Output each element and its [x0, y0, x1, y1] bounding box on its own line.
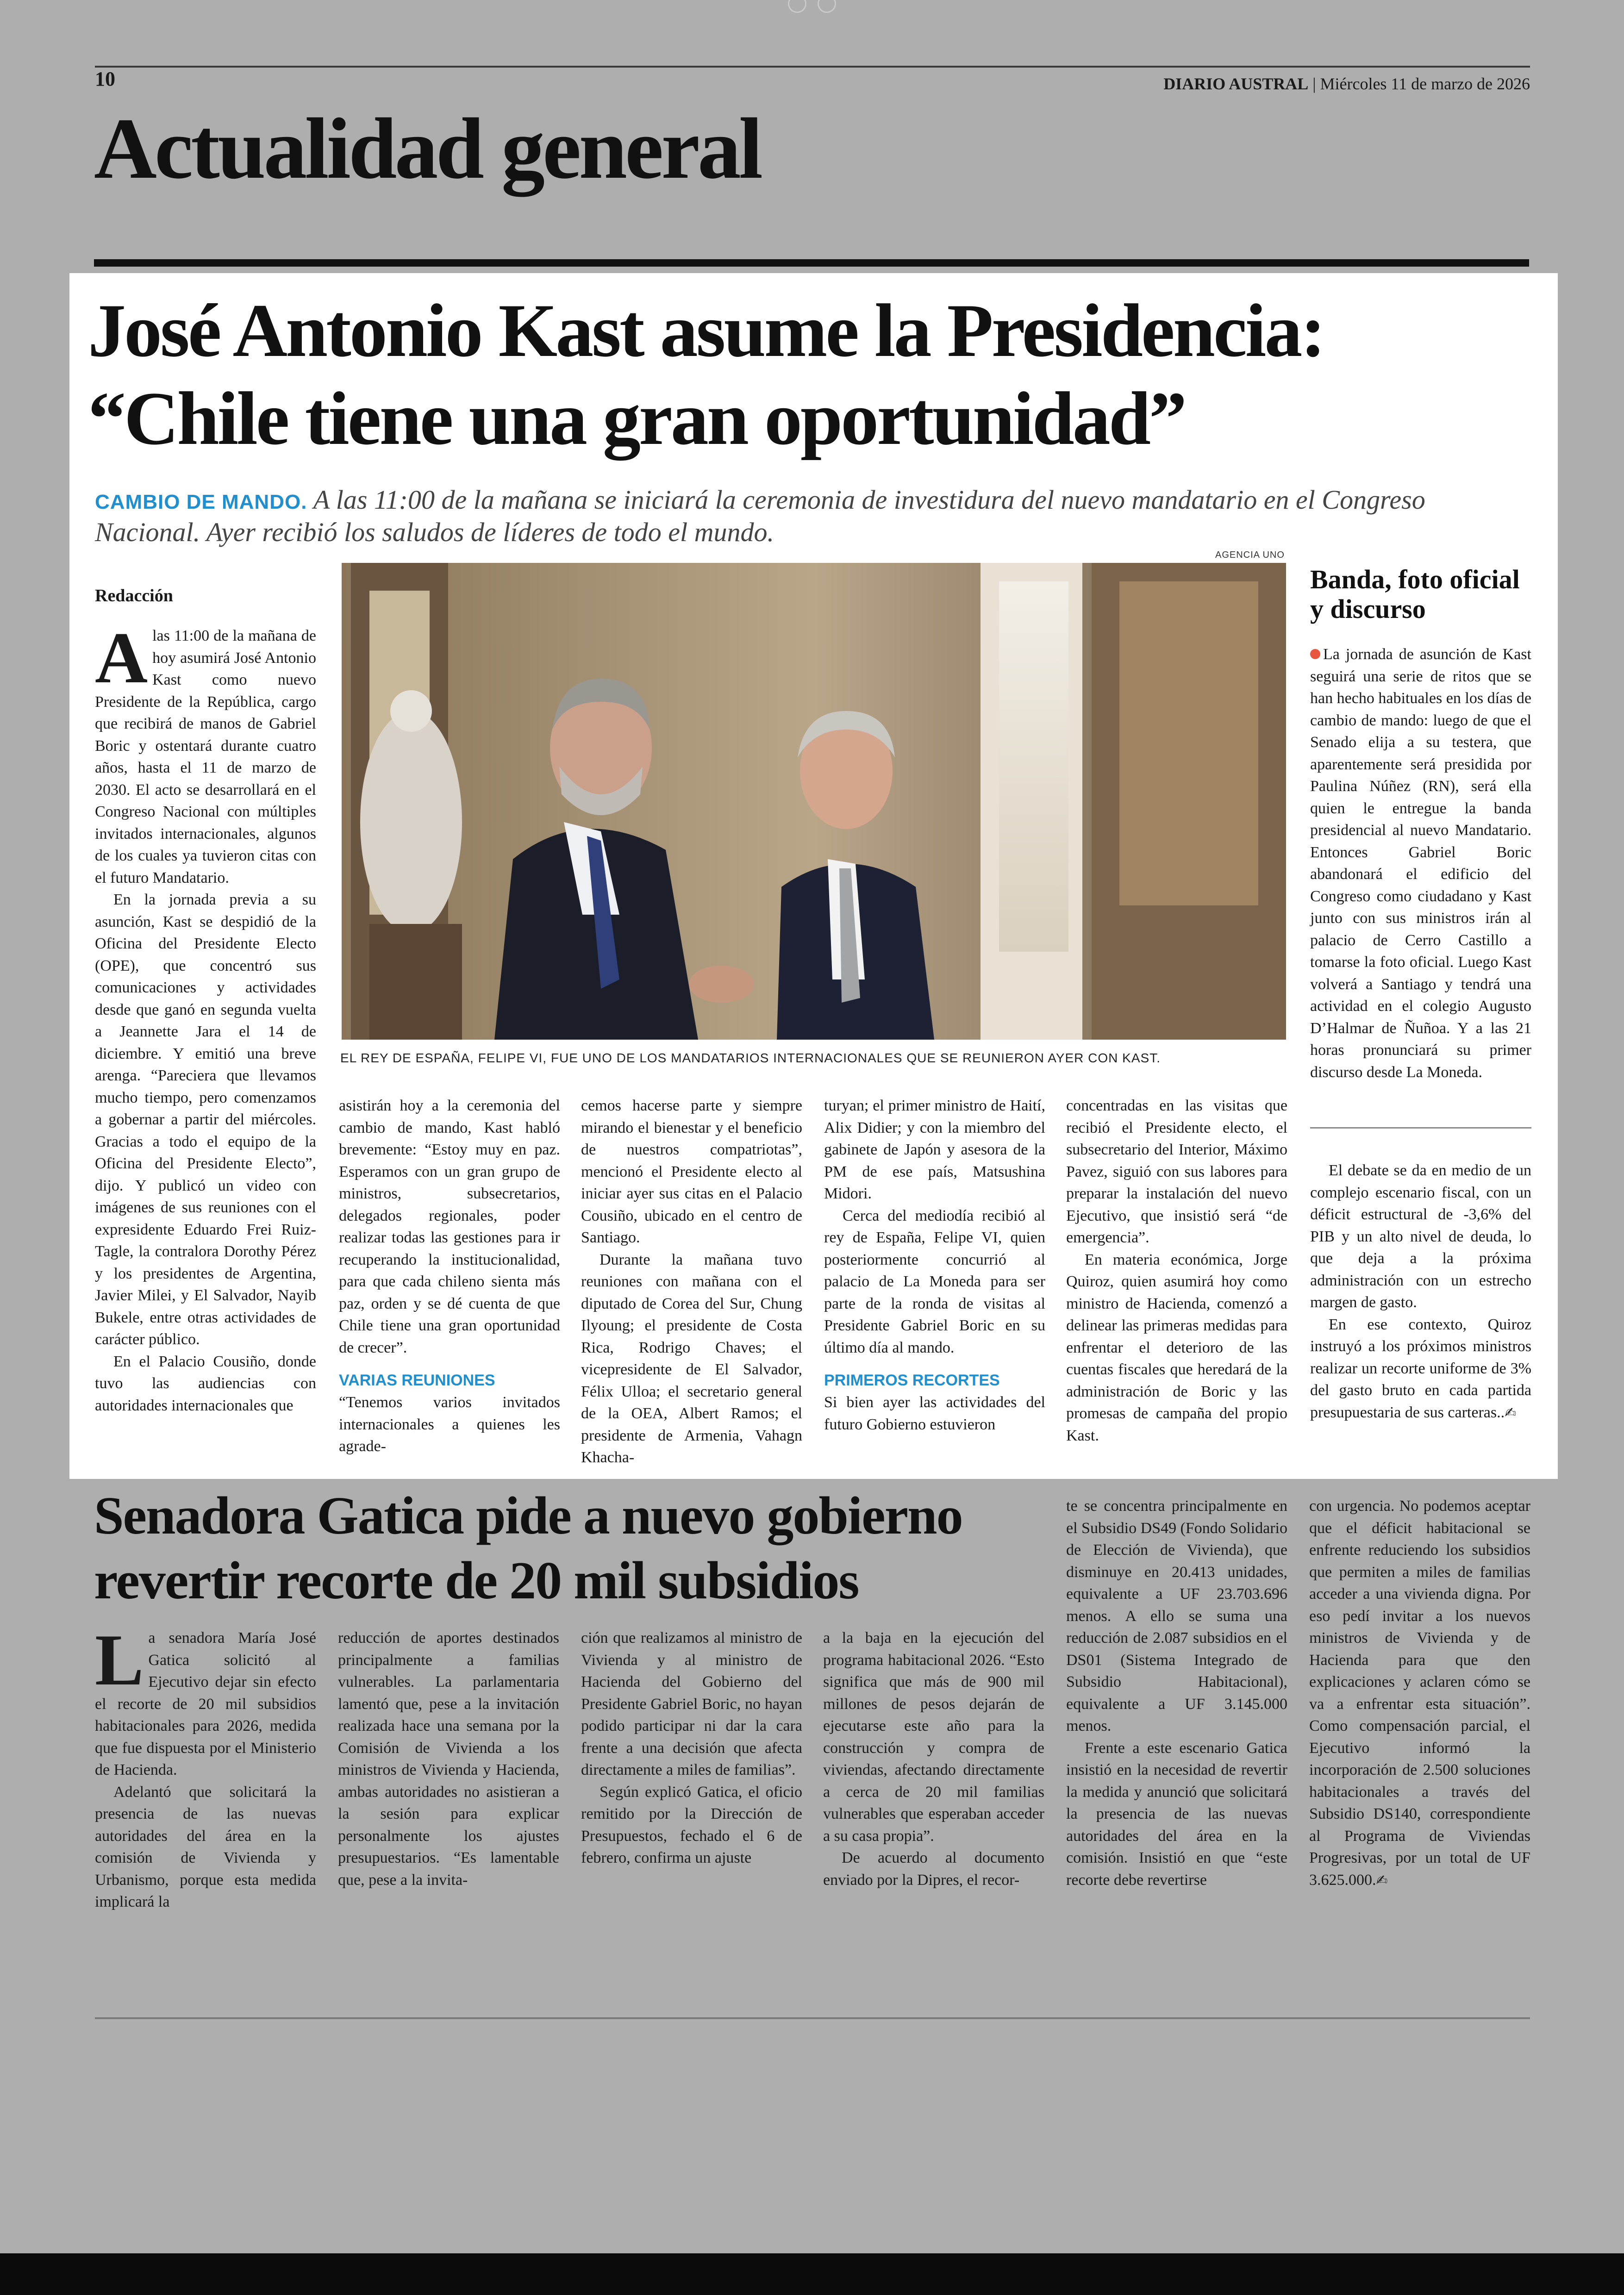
- top-rule: [95, 66, 1530, 68]
- paragraph: a la baja en la ejecución del programa habitacional 2026. “Esto significa que más de 900 mil millones de pesos dejarán de ejecutarse este año para la construcción y compra de viviendas, afectando directamente a cerca de 20 mil familias vulnerables que esperaban acceder a su casa propia”.: [823, 1629, 1044, 1845]
- article1-column-2: [339, 1095, 560, 1458]
- main-headline: [88, 287, 1546, 463]
- drop-cap: A: [95, 617, 148, 698]
- paragraph: con urgencia. No podemos aceptar que el déficit habitacional se enfrente reduciendo los subsidios que permiten a miles de familias acceder a una vivienda digna. Por eso pedí invitar a los nuevos ministros de Vivienda y de Hacienda para que den explicaciones y aclaren cómo se va a enfrentar esta situación”. Como compensación parcial, el Ejecutivo informó la incorporación de 2.500 soluciones habitacionales a través del Subsidio DS140, correspondiente al Programa de Viviendas Progresivas, por un total de UF 3.625.000.: [1309, 1497, 1530, 1889]
- sidebar-title: Banda, foto oficial y discurso: [1310, 564, 1520, 624]
- paragraph: El debate se da en medio de un complejo escenario fiscal, con un déficit estructural de -3,6% del PIB y un alto nivel de deuda, lo que deja a la próxima administración con un estrecho margen de gasto.: [1310, 1162, 1531, 1311]
- footer-bar: [0, 2253, 1624, 2295]
- article1-column-1: [95, 617, 316, 1416]
- paragraph: Adelantó que solicitará la presencia de las nuevas autoridades del área en la comisión de Vivienda y Urbanismo, porque esta medida implicará la: [95, 1783, 316, 1910]
- article2-column-6: [1309, 1495, 1530, 1891]
- lede: [95, 484, 1530, 549]
- paragraph: turyan; el primer ministro de Haití, Alix Didier; y con la miembro del gabinete de Japón y asesora de la PM de ese país, Matsushina Midori.: [824, 1097, 1045, 1202]
- subhead: PRIMEROS RECORTES: [824, 1372, 1000, 1389]
- paragraph: La jornada de asunción de Kast seguirá una serie de ritos que se han hecho habituales en los días de cambio de mando: luego de que el Senado elija a su testera, que aparentemente será presidida por Paulina Núñez (RN), será ella quien le entregue la banda presidencial al nuevo Mandatario. Entonces Gabriel Boric abandonará el edificio del Congreso como ciudadano y Kast junto con sus ministros irán al palacio de Cerro Castillo a tomarse la foto oficial. Luego Kast volverá a Santiago y tendrá una actividad en el colegio Augusto D’Halmar de Ñuñoa. Y a las 21 horas pronunciará su primer discurso desde La Moneda.: [1310, 646, 1531, 1081]
- paragraph: concentradas en las visitas que recibió el Presidente electo, el subsecretario del Interior, Máximo Pavez, siguió con sus labores para preparar la instalación del nuevo Ejecutivo, que insistió será “de emergencia”.: [1066, 1097, 1287, 1246]
- article2-column-4: [823, 1627, 1044, 1891]
- section-title: Actualidad general: [94, 100, 761, 197]
- newspaper-name: DIARIO AUSTRAL: [1163, 75, 1309, 93]
- paragraph: las 11:00 de la mañana de hoy asumirá José Antonio Kast como nuevo Presidente de la República, cargo que recibirá de manos de Gabriel Boric y ostentará durante cuatro años, hasta el 11 de marzo de 2030. El acto se desarrollará en el Congreso Nacional con múltiples invitados internacionales, algunos de los cuales ya tuvieron citas con el futuro Mandatario.: [95, 627, 316, 886]
- lede-text: A las 11:00 de la mañana se iniciará la ceremonia de investidura del nuevo mandatario en el Congreso Nacional. Ayer recibió los saludos de líderes de todo el mundo.: [95, 485, 1425, 547]
- byline: Redacción: [95, 586, 173, 605]
- paragraph: Durante la mañana tuvo reuniones con mañana con el diputado de Corea del Sur, Chung Ilyoung; el presidente de Costa Rica, Rodrigo Chaves; el vicepresidente de El Salvador, Félix Ulloa; el secretario general de la OEA, Albert Ramos; el presidente de Armenia, Vahagn Khacha-: [581, 1251, 802, 1466]
- article2-column-3: [581, 1627, 802, 1869]
- page-number: 10: [95, 68, 115, 90]
- paragraph: Según explicó Gatica, el oficio remitido por la Dirección de Presupuestos, fechado el 6 de febrero, confirma un ajuste: [581, 1783, 802, 1866]
- section-rule: [94, 259, 1529, 267]
- paragraph: En materia económica, Jorge Quiroz, quien asumirá hoy como ministro de Hacienda, comenzó a delinear las primeras medidas para enfrentar el deterioro de las cuentas fiscales que heredará de la administración de Boric y las promesas de campaña del propio Kast.: [1066, 1251, 1287, 1444]
- photo-credit: AGENCIA UNO: [1215, 550, 1285, 560]
- main-article[interactable]: [69, 273, 1558, 1479]
- paragraph: “Tenemos varios invitados internacionales a quienes les agrade-: [339, 1394, 560, 1455]
- sidebar-rule: [1310, 1127, 1531, 1129]
- article1-column-6: [1310, 1160, 1531, 1424]
- photo-illustration: [342, 563, 1286, 1040]
- article1-column-5: [1066, 1095, 1287, 1447]
- paragraph: reducción de aportes destinados principalmente a familias vulnerables. La parlamentaria lamentó que, pese a la invitación realizada hace una semana por la Comisión de Vivienda a los ministros de Vivienda y Hacienda, ambas autoridades no asistieran a la sesión para explicar personalmente los ajustes presupuestarios. “Es lamentable que, pese a la invita-: [338, 1629, 559, 1889]
- headline-line-1: José Antonio Kast asume la Presidencia:: [88, 289, 1324, 373]
- paragraph: te se concentra principalmente en el Subsidio DS49 (Fondo Solidario de Elección de Vivienda), que disminuye en 20.413 unidades, equivalente a UF 23.703.696 menos. A ello se suma una reducción de 2.087 subsidios en el DS01 (Sistema Integrado de Subsidio Habitacional), equivalente a UF 3.145.000 menos.: [1066, 1497, 1287, 1734]
- paragraph: En ese contexto, Quiroz instruyó a los próximos ministros realizar un recorte uniforme de 3% del gasto bruto en cada partida presupuestaria de sus carteras..: [1310, 1316, 1531, 1421]
- article2-column-2: [338, 1627, 559, 1891]
- news-photo[interactable]: [342, 563, 1286, 1040]
- page-dot-icon: [788, 0, 806, 13]
- bottom-rule: [95, 2017, 1530, 2019]
- article1-column-4: [824, 1095, 1045, 1435]
- article2-column-5: [1066, 1495, 1287, 1891]
- paragraph: De acuerdo al documento enviado por la Dipres, el recor-: [823, 1849, 1044, 1889]
- scroll-indicator: [782, 0, 843, 14]
- drop-cap: L: [95, 1620, 144, 1701]
- sidebar-text: [1310, 643, 1531, 1083]
- paragraph: Si bien ayer las actividades del futuro Gobierno estuvieron: [824, 1394, 1045, 1433]
- headline-line-2: “Chile tiene una gran oportunidad”: [88, 377, 1185, 461]
- photo-caption: EL REY DE ESPAÑA, FELIPE VI, FUE UNO DE LOS MANDATARIOS INTERNACIONALES QUE SE REUNIERON AYER CON KAST.: [340, 1051, 1161, 1065]
- end-mark-icon: ✍: [1376, 1872, 1388, 1889]
- headline-line-2: revertir recorte de 20 mil subsidios: [94, 1551, 859, 1610]
- article2-column-1: [95, 1620, 316, 1913]
- bullet-dot-icon: [1310, 649, 1320, 659]
- paragraph: En el Palacio Cousiño, donde tuvo las audiencias con autoridades internacionales que: [95, 1353, 316, 1414]
- page-dot-icon: [818, 0, 836, 13]
- subhead: VARIAS REUNIONES: [339, 1372, 495, 1389]
- kicker: CAMBIO DE MANDO.: [95, 491, 307, 513]
- paragraph: Cerca del mediodía recibió al rey de España, Felipe VI, quien posteriormente concurrió al palacio de La Moneda para ser parte de la ronda de visitas al Presidente Gabriel Boric en su último día al mando.: [824, 1207, 1045, 1356]
- paragraph: ción que realizamos al ministro de Vivienda y al ministro de Hacienda del Gobierno del Presidente Gabriel Boric, no hayan podido participar ni dar la cara frente a una decisión que afecta directamente a miles de familias”.: [581, 1629, 802, 1778]
- paragraph: cemos hacerse parte y siempre mirando el bienestar y el beneficio de nuestros compatriotas”, mencionó el Presidente electo al iniciar ayer sus citas en el Palacio Cousiño, ubicado en el centro de Santiago.: [581, 1097, 802, 1246]
- masthead: DIARIO AUSTRAL | Miércoles 11 de marzo de 2026: [1163, 75, 1530, 93]
- paragraph: a senadora María José Gatica solicitó al Ejecutivo dejar sin efecto el recorte de 20 mil subsidios habitacionales para 2026, medida que fue dispuesta por el Ministerio de Hacienda.: [95, 1629, 316, 1778]
- headline-line-1: Senadora Gatica pide a nuevo gobierno: [94, 1486, 962, 1546]
- issue-date: Miércoles 11 de marzo de 2026: [1320, 75, 1530, 93]
- paragraph: En la jornada previa a su asunción, Kast se despidió de la Oficina del Presidente Electo (OPE), que concentró sus comunicaciones y actividades desde que ganó en segunda vuelta a Jeannette Jara el 14 de diciembre. Y emitió una breve arenga. “Pareciera que llevamos mucho tiempo, pero comenzamos a gobernar a partir del miércoles. Gracias a todo el equipo de la Oficina del Presidente Electo”, dijo. Y publicó un video con imágenes de sus reuniones con el expresidente Eduardo Frei Ruiz-Tagle, la contralora Dorothy Pérez y los presidentes de Argentina, Javier Milei, y El Salvador, Nayib Bukele, entre otras actividades de carácter público.: [95, 891, 316, 1348]
- paragraph: asistirán hoy a la ceremonia del cambio de mando, Kast habló brevemente: “Estoy muy en paz. Esperamos con un gran grupo de ministros, subsecretarios, delegados regionales, poder realizar todas las gestiones para ir recuperando la institucionalidad, para que cada chileno sienta más paz, orden y se dé cuenta de que Chile tiene una gran oportunidad de crecer”.: [339, 1097, 560, 1356]
- paragraph: Frente a este escenario Gatica insistió en la necesidad de revertir la medida y anunció que solicitará la presencia de las nuevas autoridades del área en la comisión. Insistió en que “este recorte debe revertirse: [1066, 1739, 1287, 1889]
- second-headline: [94, 1484, 1089, 1613]
- end-mark-icon: ✍: [1505, 1404, 1517, 1421]
- article1-column-3: [581, 1095, 802, 1469]
